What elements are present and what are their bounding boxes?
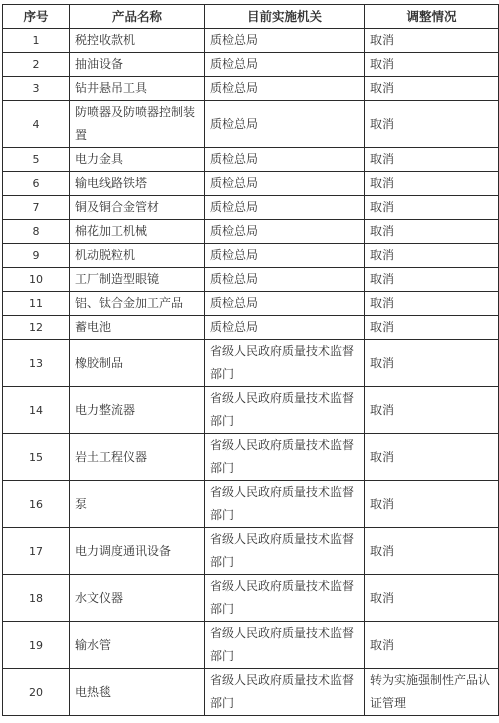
product-name-cell: 水文仪器 (70, 575, 205, 622)
product-name-cell: 棉花加工机械 (70, 220, 205, 244)
serial-number-cell: 9 (3, 244, 70, 268)
serial-number-cell: 6 (3, 172, 70, 196)
authority-cell: 质检总局 (205, 101, 365, 148)
product-name-cell: 岩土工程仪器 (70, 434, 205, 481)
product-name-cell: 橡胶制品 (70, 340, 205, 387)
serial-number-cell: 18 (3, 575, 70, 622)
adjustment-cell: 取消 (365, 434, 499, 481)
serial-number-cell: 5 (3, 148, 70, 172)
product-name-cell: 工厂制造型眼镜 (70, 268, 205, 292)
serial-number-cell: 20 (3, 669, 70, 716)
authority-cell: 质检总局 (205, 29, 365, 53)
adjustment-cell: 转为实施强制性产品认证管理 (365, 669, 499, 716)
adjustment-cell: 取消 (365, 268, 499, 292)
table-row (3, 575, 499, 622)
serial-number-cell: 19 (3, 622, 70, 669)
header-current-authority: 目前实施机关 (205, 5, 365, 29)
serial-number-cell: 2 (3, 53, 70, 77)
product-name-cell: 电力金具 (70, 148, 205, 172)
header-adjustment: 调整情况 (365, 5, 499, 29)
table-row (3, 220, 499, 244)
table-row (3, 669, 499, 716)
authority-cell: 质检总局 (205, 172, 365, 196)
product-name-cell: 税控收款机 (70, 29, 205, 53)
adjustment-cell: 取消 (365, 528, 499, 575)
adjustment-cell: 取消 (365, 53, 499, 77)
table-row (3, 622, 499, 669)
table-row (3, 172, 499, 196)
serial-number-cell: 14 (3, 387, 70, 434)
serial-number-cell: 17 (3, 528, 70, 575)
authority-cell: 质检总局 (205, 244, 365, 268)
table-row (3, 528, 499, 575)
serial-number-cell: 4 (3, 101, 70, 148)
serial-number-cell: 10 (3, 268, 70, 292)
product-name-cell: 机动脱粒机 (70, 244, 205, 268)
authority-cell: 省级人民政府质量技术监督部门 (205, 669, 365, 716)
authority-cell: 质检总局 (205, 292, 365, 316)
authority-cell: 省级人民政府质量技术监督部门 (205, 622, 365, 669)
header-product-name: 产品名称 (70, 5, 205, 29)
authority-cell: 质检总局 (205, 220, 365, 244)
adjustment-cell: 取消 (365, 575, 499, 622)
table-row (3, 268, 499, 292)
adjustment-cell: 取消 (365, 292, 499, 316)
authority-cell: 质检总局 (205, 316, 365, 340)
table-row (3, 434, 499, 481)
product-name-cell: 防喷器及防喷器控制装置 (70, 101, 205, 148)
authority-cell: 省级人民政府质量技术监督部门 (205, 340, 365, 387)
authority-cell: 省级人民政府质量技术监督部门 (205, 575, 365, 622)
product-name-cell: 钻井悬吊工具 (70, 77, 205, 101)
table-row (3, 101, 499, 148)
product-name-cell: 电热毯 (70, 669, 205, 716)
product-name-cell: 蓄电池 (70, 316, 205, 340)
serial-number-cell: 15 (3, 434, 70, 481)
authority-cell: 省级人民政府质量技术监督部门 (205, 481, 365, 528)
adjustment-cell: 取消 (365, 316, 499, 340)
authority-cell: 质检总局 (205, 148, 365, 172)
adjustment-table (2, 4, 499, 716)
adjustment-cell: 取消 (365, 387, 499, 434)
table-body (3, 29, 499, 716)
product-name-cell: 铝、钛合金加工产品 (70, 292, 205, 316)
authority-cell: 省级人民政府质量技术监督部门 (205, 434, 365, 481)
product-name-cell: 铜及铜合金管材 (70, 196, 205, 220)
product-name-cell: 泵 (70, 481, 205, 528)
adjustment-cell: 取消 (365, 196, 499, 220)
adjustment-cell: 取消 (365, 29, 499, 53)
adjustment-cell: 取消 (365, 481, 499, 528)
adjustment-cell: 取消 (365, 172, 499, 196)
product-name-cell: 电力整流器 (70, 387, 205, 434)
serial-number-cell: 16 (3, 481, 70, 528)
authority-cell: 质检总局 (205, 268, 365, 292)
header-serial-number: 序号 (3, 5, 70, 29)
product-name-cell: 抽油设备 (70, 53, 205, 77)
serial-number-cell: 11 (3, 292, 70, 316)
authority-cell: 质检总局 (205, 77, 365, 101)
table-row (3, 53, 499, 77)
table-row (3, 148, 499, 172)
authority-cell: 省级人民政府质量技术监督部门 (205, 387, 365, 434)
authority-cell: 质检总局 (205, 196, 365, 220)
adjustment-cell: 取消 (365, 77, 499, 101)
table-row (3, 196, 499, 220)
serial-number-cell: 7 (3, 196, 70, 220)
table-row (3, 316, 499, 340)
authority-cell: 质检总局 (205, 53, 365, 77)
table-row (3, 481, 499, 528)
adjustment-cell: 取消 (365, 244, 499, 268)
adjustment-cell: 取消 (365, 220, 499, 244)
table-row (3, 77, 499, 101)
serial-number-cell: 1 (3, 29, 70, 53)
table-row (3, 292, 499, 316)
adjustment-cell: 取消 (365, 622, 499, 669)
table-row (3, 387, 499, 434)
serial-number-cell: 8 (3, 220, 70, 244)
serial-number-cell: 3 (3, 77, 70, 101)
authority-cell: 省级人民政府质量技术监督部门 (205, 528, 365, 575)
table-row (3, 29, 499, 53)
adjustment-cell: 取消 (365, 340, 499, 387)
serial-number-cell: 13 (3, 340, 70, 387)
adjustment-cell: 取消 (365, 148, 499, 172)
table-row (3, 340, 499, 387)
adjustment-cell: 取消 (365, 101, 499, 148)
table-row (3, 244, 499, 268)
product-name-cell: 输水管 (70, 622, 205, 669)
product-name-cell: 输电线路铁塔 (70, 172, 205, 196)
serial-number-cell: 12 (3, 316, 70, 340)
table-header-row (3, 5, 499, 29)
product-name-cell: 电力调度通讯设备 (70, 528, 205, 575)
